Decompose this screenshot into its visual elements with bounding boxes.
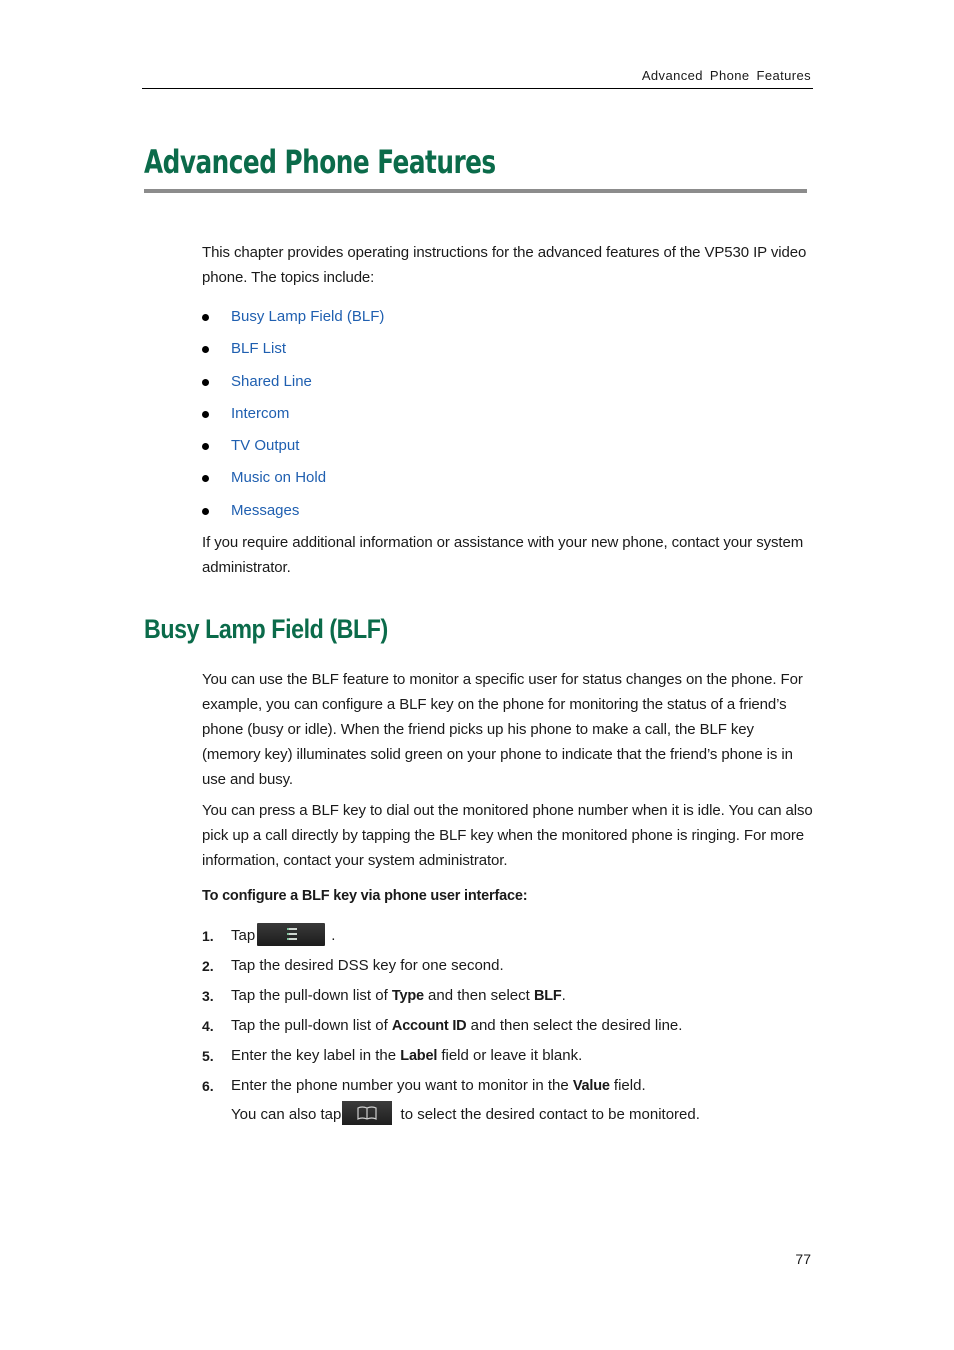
- header-rule: [142, 88, 813, 89]
- section-paragraph-2: You can press a BLF key to dial out the monitored phone number when it is idle. You can also pick up a call directly by tapping the BLF key when the monitored phone is ringing. For more information, contact your system administrator.: [202, 802, 813, 869]
- menu-button[interactable]: [257, 923, 325, 946]
- ui-term-account-id: Account ID: [391, 1018, 467, 1034]
- page-number: 77: [795, 1251, 811, 1267]
- step-item: [202, 953, 814, 983]
- directory-book-icon: [357, 1106, 377, 1120]
- running-header: Advanced Phone Features: [641, 68, 811, 83]
- topic-link-music-on-hold[interactable]: Music on Hold: [231, 469, 327, 487]
- step-text: [231, 1073, 646, 1099]
- step-text-pre: Tap: [231, 927, 256, 944]
- directory-button[interactable]: [342, 1101, 392, 1125]
- section-title: Busy Lamp Field (BLF): [144, 614, 388, 644]
- step-text-mid: and then select: [423, 987, 534, 1004]
- bullet-icon: [202, 475, 209, 482]
- section-paragraph-1: You can use the BLF feature to monitor a specific user for status changes on the phone. For example, you can configure a BLF key on the phone for monitoring the status of a friend’s phone (busy or idle). When the friend picks up his phone to make a call, the BLF key (memory key) illuminates solid green on your phone to indicate that the friend’s phone is in use and busy.: [202, 671, 803, 788]
- topic-link-blf-list[interactable]: BLF List: [231, 340, 287, 358]
- step-text: Tap the desired DSS key for one second.: [231, 957, 504, 974]
- step-text: [231, 923, 335, 949]
- step-number: 2.: [202, 958, 214, 974]
- step-text-post: .: [331, 927, 336, 944]
- step-item: [202, 983, 814, 1013]
- menu-list-icon: [287, 928, 297, 940]
- bullet-icon: [202, 443, 209, 450]
- topic-link-shared-line[interactable]: Shared Line: [231, 372, 312, 390]
- step-text: [231, 1013, 682, 1039]
- procedure-title: To configure a BLF key via phone user interface:: [202, 888, 528, 904]
- bullet-icon: [202, 411, 209, 418]
- step-text-post: field or leave it blank.: [437, 1047, 583, 1064]
- step-item: [202, 1043, 814, 1073]
- bullet-icon: [202, 508, 209, 515]
- bullet-icon: [202, 346, 209, 353]
- ui-term-label: Label: [400, 1048, 438, 1064]
- step-number: 3.: [202, 988, 214, 1004]
- chapter-title-rule: [144, 189, 807, 193]
- topic-link-blf[interactable]: Busy Lamp Field (BLF): [231, 308, 385, 325]
- bullet-icon: [202, 314, 209, 321]
- step-number: 1.: [202, 928, 214, 944]
- topic-link-tv-output[interactable]: TV Output: [231, 437, 300, 455]
- step-text: [231, 983, 566, 1009]
- chapter-title: Advanced Phone Features: [144, 143, 496, 181]
- step-text-pre: Enter the key label in the: [231, 1047, 401, 1064]
- step-number: 5.: [202, 1048, 214, 1064]
- step-text-post: and then select the desired line.: [466, 1017, 683, 1034]
- step-text: [231, 1043, 582, 1069]
- step-text-post: .: [561, 987, 566, 1004]
- step-number: 6.: [202, 1078, 214, 1094]
- step-item: [202, 923, 814, 953]
- step-text-pre: Tap the pull-down list of: [231, 987, 392, 1004]
- ui-term-blf: BLF: [533, 988, 562, 1004]
- sub-note-post: to select the desired contact to be monitored.: [396, 1106, 700, 1123]
- step-text-pre: Tap the pull-down list of: [231, 1017, 392, 1034]
- step-item: [202, 1013, 814, 1043]
- topic-link-messages[interactable]: Messages: [231, 501, 300, 519]
- sub-note-pre: You can also tap: [231, 1106, 342, 1123]
- step-number: 4.: [202, 1018, 214, 1034]
- topic-link-intercom[interactable]: Intercom: [231, 404, 290, 422]
- procedure-steps: [202, 923, 814, 1103]
- chapter-intro: This chapter provides operating instructions for the advanced features of the VP530 IP video phone. The topics include:: [202, 244, 807, 286]
- step-item: [202, 1073, 814, 1103]
- step-text-pre: Enter the phone number you want to monitor in the: [231, 1077, 573, 1094]
- step-sub-note: [231, 1102, 700, 1128]
- step-text-post: field.: [609, 1077, 646, 1094]
- ui-term-type: Type: [391, 988, 424, 1004]
- ui-term-value: Value: [572, 1078, 610, 1094]
- bullet-icon: [202, 379, 209, 386]
- chapter-closing: If you require additional information or assistance with your new phone, contact your system administrator.: [202, 534, 804, 576]
